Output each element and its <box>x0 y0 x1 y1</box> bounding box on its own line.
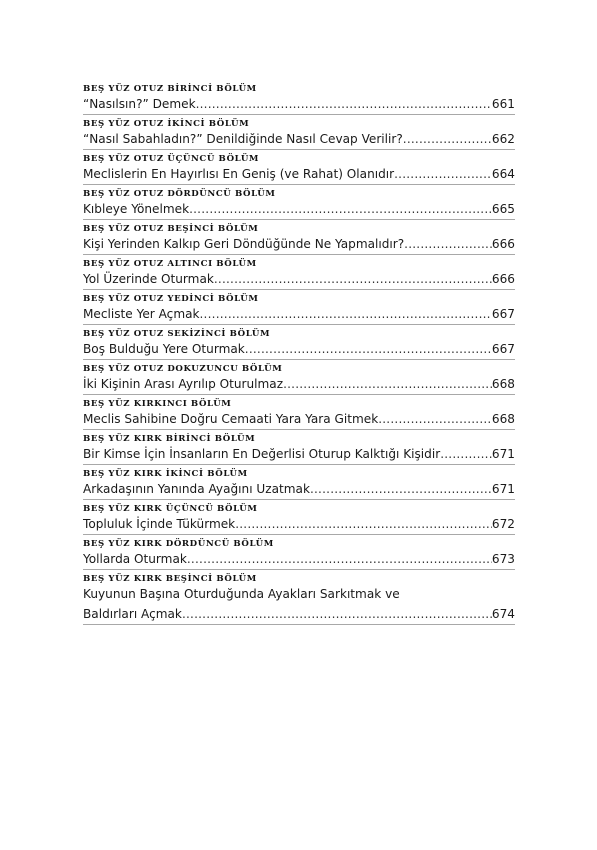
entry-line <box>83 604 515 624</box>
page-number: 671 <box>491 447 515 461</box>
entry-title: Arkadaşının Yanında Ayağını Uzatmak <box>83 482 310 496</box>
page-number: 668 <box>491 412 515 426</box>
chapter-heading: BEŞ YÜZ OTUZ BİRİNCİ BÖLÜM <box>83 84 257 94</box>
page-number: 673 <box>491 552 515 566</box>
toc-entry <box>83 465 515 500</box>
dot-leader <box>283 374 492 394</box>
entry-line <box>83 269 515 289</box>
dot-leader <box>403 129 492 149</box>
entry-title: Mecliste Yer Açmak <box>83 307 200 321</box>
dot-leader <box>440 444 492 464</box>
toc-entry <box>83 430 515 465</box>
entry-line <box>83 409 515 429</box>
entry-title: Yollarda Oturmak <box>83 552 187 566</box>
chapter-heading: BEŞ YÜZ KIRK BEŞİNCİ BÖLÜM <box>83 574 257 584</box>
entry-line <box>83 94 515 114</box>
dot-leader <box>245 339 492 359</box>
entry-line <box>83 234 515 254</box>
entry-title: Meclislerin En Hayırlısı En Geniş (ve Rahat) Olanıdır <box>83 167 395 181</box>
dot-leader <box>214 269 492 289</box>
dot-leader <box>200 304 492 324</box>
toc-entry <box>83 185 515 220</box>
toc-entry <box>83 570 515 625</box>
dot-leader <box>189 199 492 219</box>
chapter-heading: BEŞ YÜZ OTUZ ÜÇÜNCÜ BÖLÜM <box>83 154 260 164</box>
chapter-heading: BEŞ YÜZ OTUZ DÖRDÜNCÜ BÖLÜM <box>83 189 276 199</box>
entry-title: Yol Üzerinde Oturmak <box>83 272 214 286</box>
toc-entry <box>83 255 515 290</box>
table-of-contents <box>83 80 515 625</box>
entry-title: Baldırları Açmak <box>83 607 182 621</box>
toc-entry <box>83 290 515 325</box>
dot-leader <box>378 409 492 429</box>
entry-title: Kuyunun Başına Oturduğunda Ayakları Sarkıtmak ve <box>83 587 400 601</box>
chapter-heading: BEŞ YÜZ OTUZ İKİNCİ BÖLÜM <box>83 119 250 129</box>
entry-title: Meclis Sahibine Doğru Cemaati Yara Yara Gitmek <box>83 412 379 426</box>
page-number: 664 <box>491 167 515 181</box>
entry-line <box>83 549 515 569</box>
entry-title: İki Kişinin Arası Ayrılıp Oturulmaz <box>83 377 284 391</box>
page-number: 662 <box>491 132 515 146</box>
entry-line <box>83 339 515 359</box>
page-number: 668 <box>491 377 515 391</box>
toc-entry <box>83 115 515 150</box>
entry-title: “Nasıl Sabahladın?” Denildiğinde Nasıl Cevap Verilir? <box>83 132 403 146</box>
page-number: 671 <box>491 482 515 496</box>
toc-entry <box>83 325 515 360</box>
toc-entry <box>83 535 515 570</box>
entry-line <box>83 584 515 604</box>
toc-entry <box>83 80 515 115</box>
page-number: 666 <box>491 272 515 286</box>
entry-title: Boş Bulduğu Yere Oturmak <box>83 342 245 356</box>
page-number: 665 <box>491 202 515 216</box>
chapter-heading: BEŞ YÜZ KIRKINCI BÖLÜM <box>83 399 232 409</box>
toc-entry <box>83 360 515 395</box>
entry-line <box>83 164 515 184</box>
page-number: 667 <box>491 342 515 356</box>
chapter-heading: BEŞ YÜZ OTUZ YEDİNCİ BÖLÜM <box>83 294 259 304</box>
entry-line <box>83 444 515 464</box>
dot-leader <box>310 479 492 499</box>
page-number: 674 <box>491 607 515 621</box>
chapter-heading: BEŞ YÜZ OTUZ BEŞİNCİ BÖLÜM <box>83 224 259 234</box>
entry-title: “Nasılsın?” Demek <box>83 97 196 111</box>
entry-line <box>83 479 515 499</box>
page-number: 667 <box>491 307 515 321</box>
dot-leader <box>182 604 492 624</box>
page-number: 666 <box>491 237 515 251</box>
toc-entry <box>83 395 515 430</box>
dot-leader <box>404 234 492 254</box>
dot-leader <box>394 164 492 184</box>
chapter-heading: BEŞ YÜZ OTUZ DOKUZUNCU BÖLÜM <box>83 364 283 374</box>
entry-title: Bir Kimse İçin İnsanların En Değerlisi Oturup Kalktığı Kişidir <box>83 447 441 461</box>
chapter-heading: BEŞ YÜZ OTUZ ALTINCI BÖLÜM <box>83 259 257 269</box>
entry-line <box>83 514 515 534</box>
page-number: 661 <box>491 97 515 111</box>
toc-entry <box>83 500 515 535</box>
entry-title: Kişi Yerinden Kalkıp Geri Döndüğünde Ne Yapmalıdır? <box>83 237 405 251</box>
entry-line <box>83 374 515 394</box>
entry-title: Kıbleye Yönelmek <box>83 202 190 216</box>
entry-line <box>83 199 515 219</box>
dot-leader <box>235 514 492 534</box>
chapter-heading: BEŞ YÜZ OTUZ SEKİZİNCİ BÖLÜM <box>83 329 271 339</box>
entry-title: Topluluk İçinde Tükürmek <box>83 517 236 531</box>
chapter-heading: BEŞ YÜZ KIRK İKİNCİ BÖLÜM <box>83 469 248 479</box>
dot-leader <box>187 549 492 569</box>
chapter-heading: BEŞ YÜZ KIRK ÜÇÜNCÜ BÖLÜM <box>83 504 258 514</box>
chapter-heading: BEŞ YÜZ KIRK DÖRDÜNCÜ BÖLÜM <box>83 539 274 549</box>
toc-entry <box>83 150 515 185</box>
entry-line <box>83 129 515 149</box>
entry-line <box>83 304 515 324</box>
toc-entry <box>83 220 515 255</box>
dot-leader <box>196 94 492 114</box>
page-number: 672 <box>491 517 515 531</box>
chapter-heading: BEŞ YÜZ KIRK BİRİNCİ BÖLÜM <box>83 434 256 444</box>
